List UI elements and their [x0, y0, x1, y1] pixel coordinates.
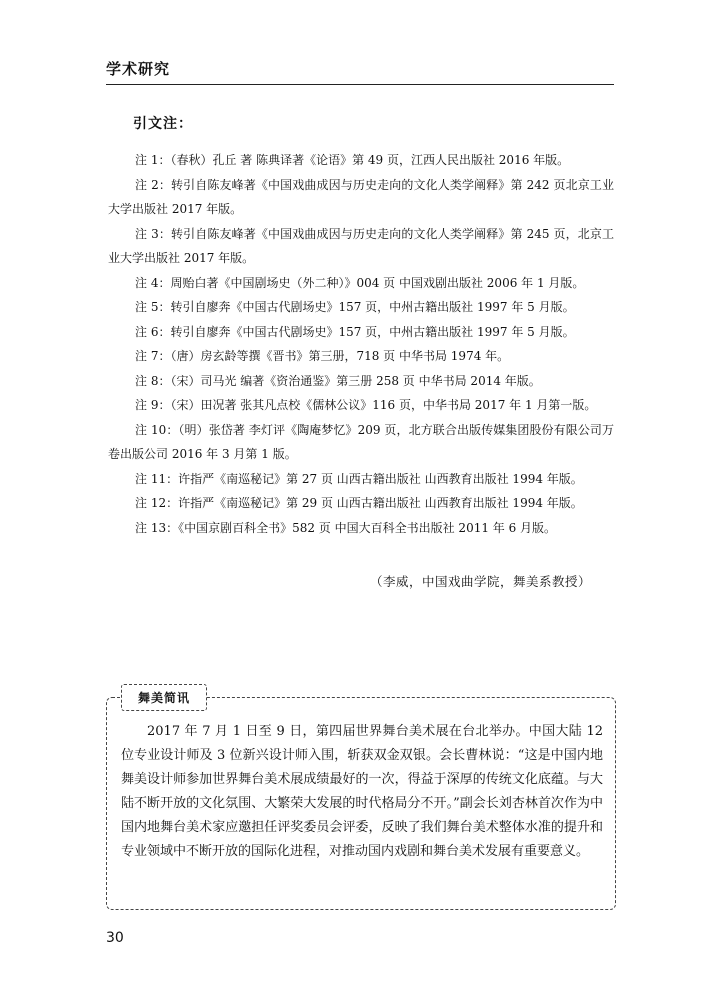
author-signature: （李威，中国戏曲学院，舞美系教授）: [370, 574, 592, 589]
page-number: 30: [106, 930, 124, 946]
news-brief-body: 2017 年 7 月 1 日至 9 日，第四届世界舞台美术展在台北举办。中国大陆 12 位专业设计师及 3 位新兴设计师入围，斩获双金双银。会长曹林说：“这是中国内地舞美设计师参加世界舞台美术展成绩最好的一次，得益于深厚的传统文化底蕴。与大陆不断开放的文化氛围、大繁荣大发展的时代格局分不开。”副会长刘杏林首次作为中国内地舞台美术家应邀担任评奖委员会评委，反映了我们舞台美术整体水准的提升和专业领域中不断开放的国际化进程，对推动国内戏剧和舞台美术发展有重要意义。: [121, 724, 603, 859]
citation-note-11: 注 11：许指严《南巡秘记》第 27 页 山西古籍出版社 山西教育出版社 1994 年版。: [135, 471, 583, 486]
citation-note-4: 注 4：周贻白著《中国剧场史（外二种）》004 页 中国戏剧出版社 2006 年 1 月版。: [135, 275, 585, 290]
citation-note-6: 注 6：转引自廖奔《中国古代剧场史》157 页，中州古籍出版社 1997 年 5 月版。: [135, 324, 575, 339]
citation-note-5: 注 5：转引自廖奔《中国古代剧场史》157 页，中州古籍出版社 1997 年 5 月版。: [135, 300, 575, 314]
citation-note-12: 注 12：许指严《南巡秘记》第 29 页 山西古籍出版社 山西教育出版社 1994 年版。: [135, 496, 583, 510]
citation-note-13: 注 13：《中国京剧百科全书》582 页 中国大百科全书出版社 2011 年 6 月版。: [135, 520, 557, 535]
citation-note-7: 注 7：（唐）房玄龄等撰《晋书》第三册，718 页 中华书局 1974 年。: [135, 349, 510, 363]
citation-note-9: 注 9：（宋）田况著 张其凡点校《儒林公议》116 页，中华书局 2017 年 1 月第一版。: [135, 398, 597, 412]
citation-note-10: 注 10：（明）张岱著 李灯评《陶庵梦忆》209 页，北方联合出版传媒集团股份有限公司万卷出版公司 2016 年 3 月第 1 版。: [108, 422, 614, 461]
citation-note-3: 注 3：转引自陈友峰著《中国戏曲成因与历史走向的文化人类学阐释》第 245 页，北京工业大学出版社 2017 年版。: [108, 226, 614, 265]
header-divider: [106, 84, 614, 85]
citation-note-1: 注 1：（春秋）孔丘 著 陈典译著《论语》第 49 页，江西人民出版社 2016 年版。: [135, 153, 570, 167]
citation-note-2: 注 2：转引自陈友峰著《中国戏曲成因与历史走向的文化人类学阐释》第 242 页北京工业大学出版社 2017 年版。: [108, 177, 614, 216]
news-brief-tab-label: 舞美简讯: [121, 684, 207, 711]
citation-note-8: 注 8：（宋）司马光 编著《资治通鉴》第三册 258 页 中华书局 2014 年版。: [135, 373, 541, 388]
news-brief-box: [106, 691, 616, 910]
section-title: 学术研究: [106, 60, 171, 78]
notes-heading: 引文注：: [133, 116, 193, 132]
citation-notes-list: [108, 148, 614, 540]
